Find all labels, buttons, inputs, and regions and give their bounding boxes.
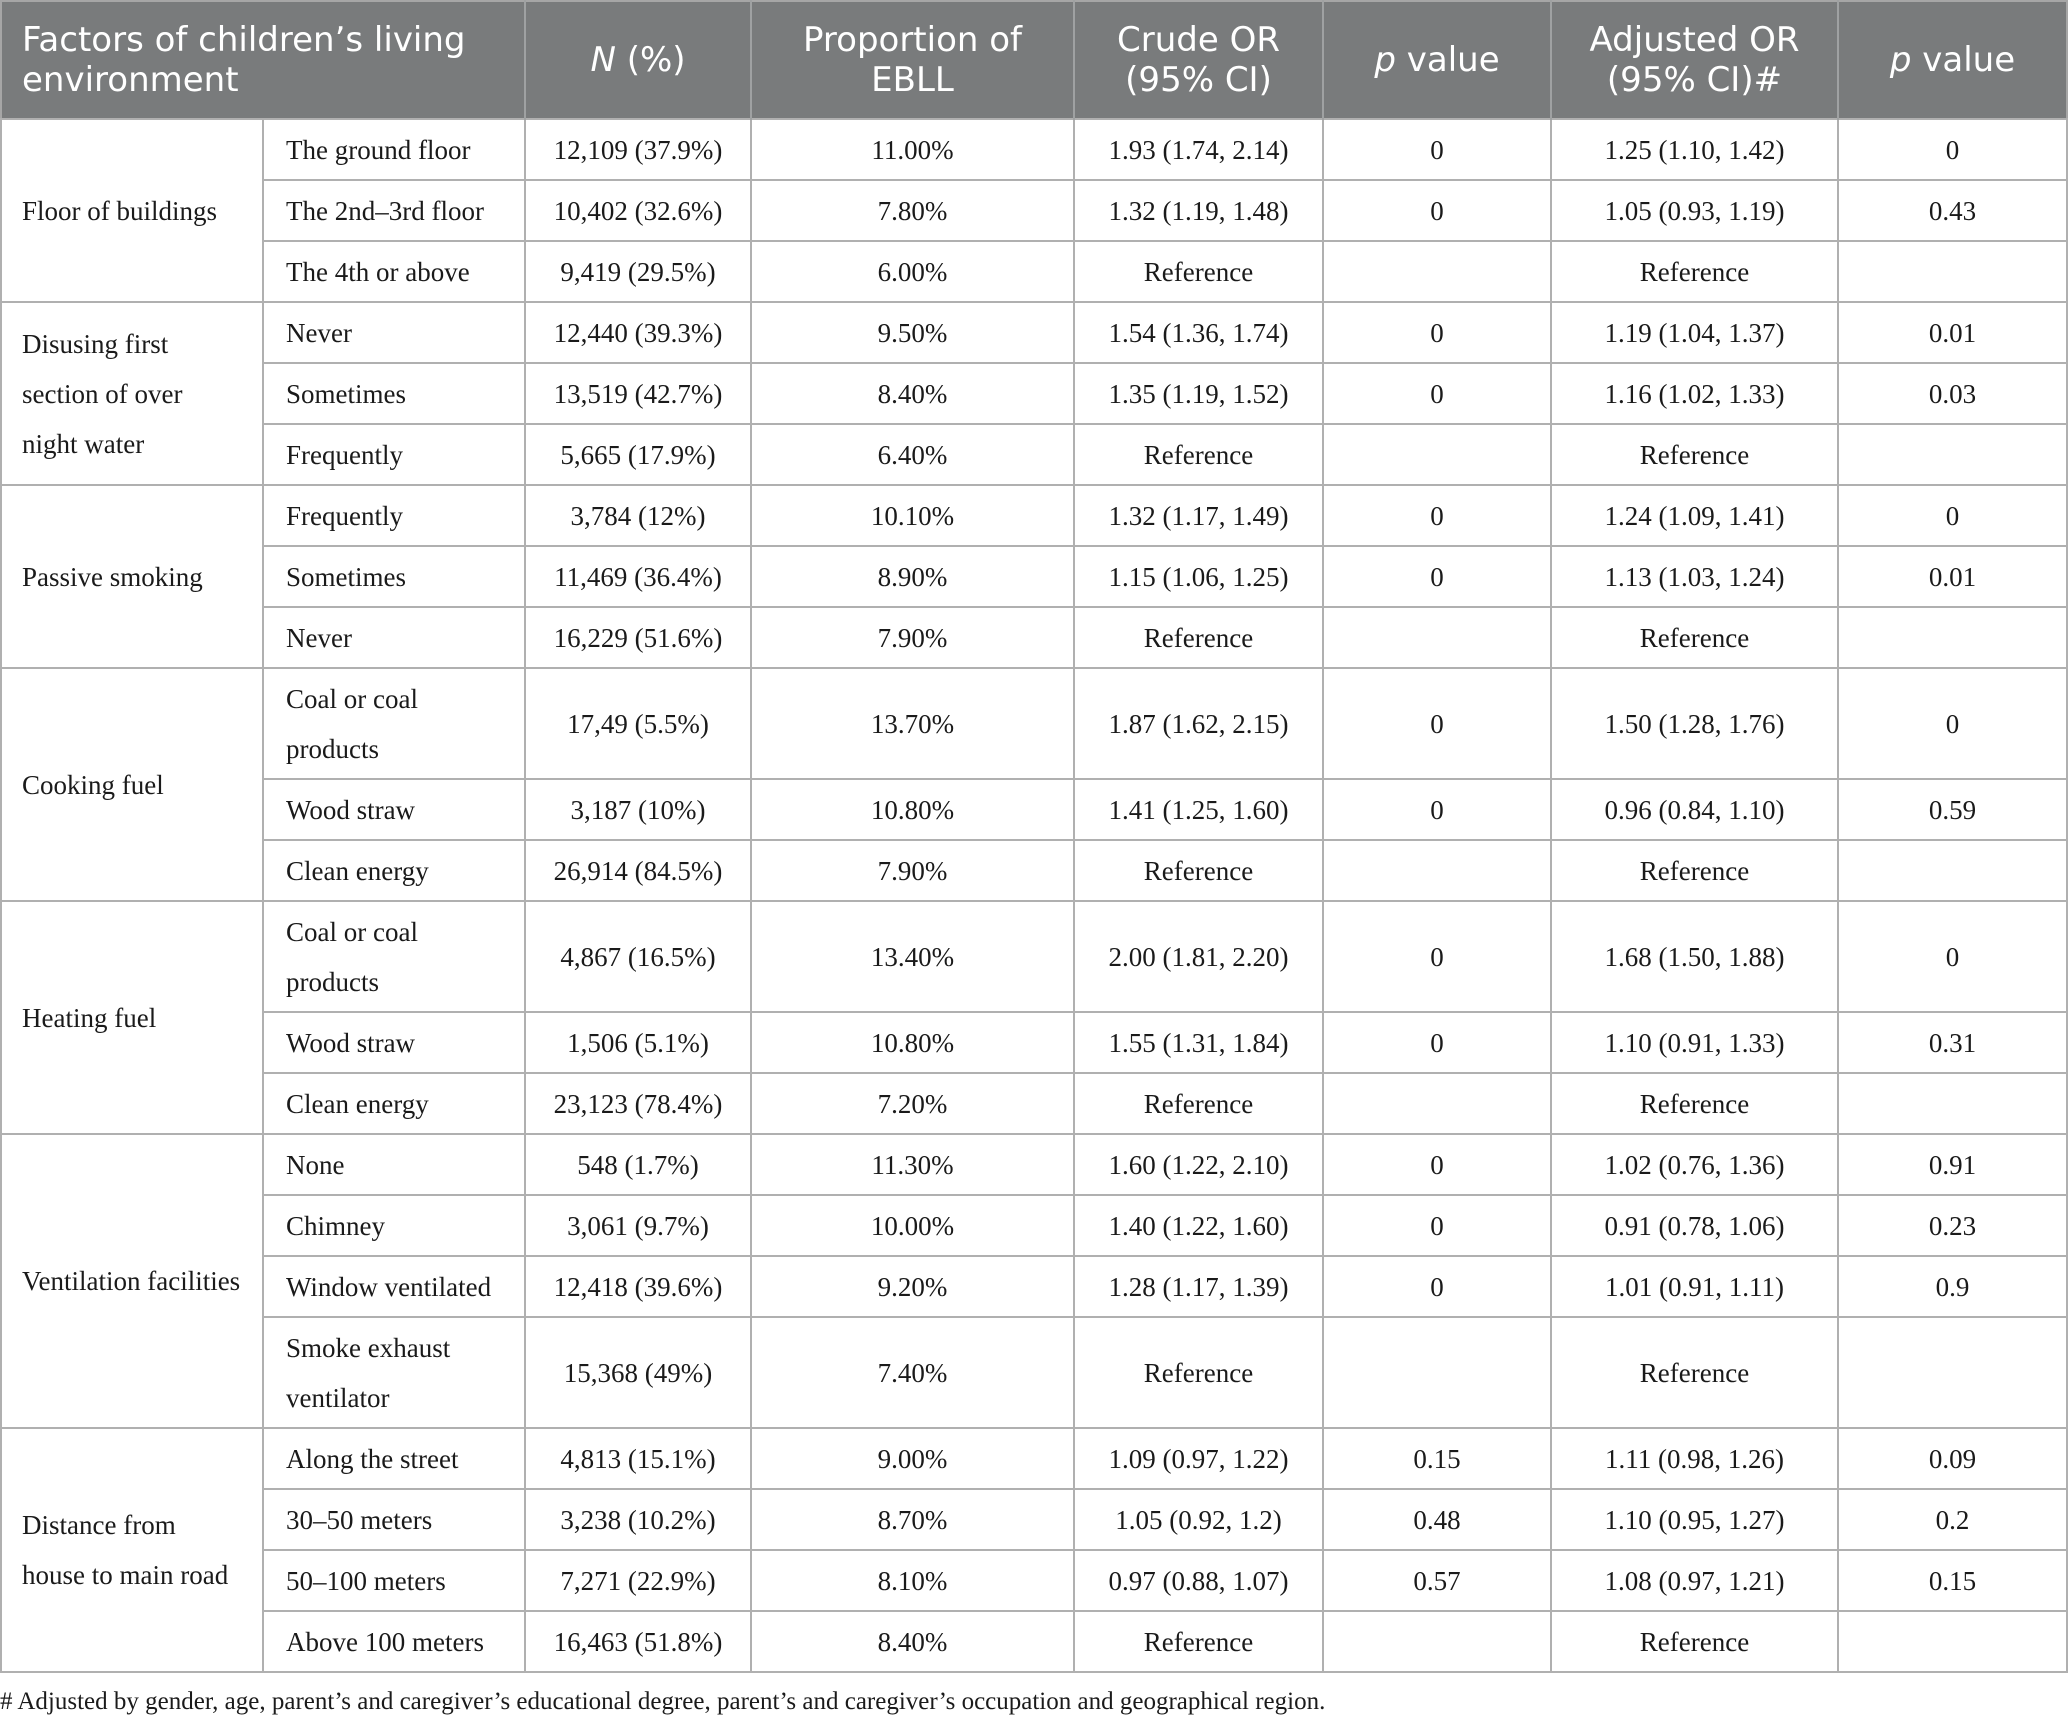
crude-or-cell: 1.32 (1.17, 1.49): [1074, 485, 1323, 546]
crude-or-cell: 1.41 (1.25, 1.60): [1074, 779, 1323, 840]
table-header: [1, 1, 2067, 119]
n-percent-cell: 7,271 (22.9%): [525, 1550, 751, 1611]
table-row: [1, 1195, 2067, 1256]
level-cell: Along the street: [263, 1428, 525, 1489]
n-percent-cell: 23,123 (78.4%): [525, 1073, 751, 1134]
header-proportion: Proportion of EBLL: [751, 1, 1074, 119]
p-value-crude-cell: 0.15: [1323, 1428, 1551, 1489]
crude-or-cell: Reference: [1074, 1611, 1323, 1672]
p-value-adjusted-cell: 0: [1838, 901, 2067, 1012]
proportion-cell: 7.20%: [751, 1073, 1074, 1134]
p-value-crude-cell: 0: [1323, 546, 1551, 607]
proportion-cell: 8.90%: [751, 546, 1074, 607]
adjusted-or-cell: 1.13 (1.03, 1.24): [1551, 546, 1838, 607]
level-cell: Coal or coal products: [263, 901, 525, 1012]
n-percent-cell: 12,440 (39.3%): [525, 302, 751, 363]
n-percent-cell: 1,506 (5.1%): [525, 1012, 751, 1073]
level-cell: None: [263, 1134, 525, 1195]
p-value-adjusted-cell: [1838, 1611, 2067, 1672]
p-value-adjusted-cell: 0.09: [1838, 1428, 2067, 1489]
header-crude-or: Crude OR (95% CI): [1074, 1, 1323, 119]
level-cell: Wood straw: [263, 779, 525, 840]
table-row: [1, 901, 2067, 1012]
p-value-crude-cell: 0: [1323, 1012, 1551, 1073]
adjusted-or-cell: Reference: [1551, 424, 1838, 485]
adjusted-or-cell: 1.02 (0.76, 1.36): [1551, 1134, 1838, 1195]
n-percent-cell: 4,813 (15.1%): [525, 1428, 751, 1489]
table-body: [1, 119, 2067, 1672]
adjusted-or-cell: 0.96 (0.84, 1.10): [1551, 779, 1838, 840]
level-cell: Chimney: [263, 1195, 525, 1256]
p-value-crude-cell: 0: [1323, 485, 1551, 546]
proportion-cell: 6.40%: [751, 424, 1074, 485]
p-value-crude-cell: [1323, 1611, 1551, 1672]
table-row: [1, 1012, 2067, 1073]
n-percent-cell: 16,229 (51.6%): [525, 607, 751, 668]
adjusted-or-cell: 1.19 (1.04, 1.37): [1551, 302, 1838, 363]
table-row: [1, 424, 2067, 485]
n-percent-cell: 10,402 (32.6%): [525, 180, 751, 241]
n-percent-cell: 16,463 (51.8%): [525, 1611, 751, 1672]
n-percent-cell: 4,867 (16.5%): [525, 901, 751, 1012]
p-value-adjusted-cell: 0.23: [1838, 1195, 2067, 1256]
n-percent-cell: 11,469 (36.4%): [525, 546, 751, 607]
level-cell: Frequently: [263, 485, 525, 546]
adjusted-or-cell: Reference: [1551, 1317, 1838, 1428]
n-percent-cell: 17,49 (5.5%): [525, 668, 751, 779]
header-factor: Factors of children’s living environment: [1, 1, 525, 119]
proportion-cell: 7.90%: [751, 840, 1074, 901]
adjusted-or-cell: 1.24 (1.09, 1.41): [1551, 485, 1838, 546]
adjusted-or-cell: 1.10 (0.91, 1.33): [1551, 1012, 1838, 1073]
p-value-crude-cell: 0: [1323, 363, 1551, 424]
proportion-cell: 11.30%: [751, 1134, 1074, 1195]
factor-cell: Ventilation facilities: [1, 1134, 263, 1428]
crude-or-cell: 1.35 (1.19, 1.52): [1074, 363, 1323, 424]
adjusted-or-cell: 1.01 (0.91, 1.11): [1551, 1256, 1838, 1317]
n-percent-cell: 12,109 (37.9%): [525, 119, 751, 180]
proportion-cell: 8.10%: [751, 1550, 1074, 1611]
crude-or-cell: Reference: [1074, 1317, 1323, 1428]
p-value-crude-cell: [1323, 1317, 1551, 1428]
factor-cell: Floor of buildings: [1, 119, 263, 302]
crude-or-cell: Reference: [1074, 241, 1323, 302]
crude-or-cell: 1.55 (1.31, 1.84): [1074, 1012, 1323, 1073]
table-row: [1, 1428, 2067, 1489]
table-row: [1, 1073, 2067, 1134]
proportion-cell: 10.80%: [751, 1012, 1074, 1073]
table-row: [1, 485, 2067, 546]
p-value-adjusted-cell: [1838, 607, 2067, 668]
factor-cell: Cooking fuel: [1, 668, 263, 901]
p-value-adjusted-cell: 0.2: [1838, 1489, 2067, 1550]
crude-or-cell: 1.15 (1.06, 1.25): [1074, 546, 1323, 607]
header-p1-rest: value: [1395, 40, 1500, 80]
adjusted-or-cell: 1.11 (0.98, 1.26): [1551, 1428, 1838, 1489]
adjusted-or-cell: 0.91 (0.78, 1.06): [1551, 1195, 1838, 1256]
header-adjusted-or: Adjusted OR (95% CI)#: [1551, 1, 1838, 119]
p-value-adjusted-cell: 0.43: [1838, 180, 2067, 241]
p-value-crude-cell: 0: [1323, 180, 1551, 241]
table-row: [1, 668, 2067, 779]
table-row: [1, 1256, 2067, 1317]
n-percent-cell: 3,784 (12%): [525, 485, 751, 546]
level-cell: Smoke exhaust ventilator: [263, 1317, 525, 1428]
table-row: [1, 302, 2067, 363]
adjusted-or-cell: 1.25 (1.10, 1.42): [1551, 119, 1838, 180]
n-percent-cell: 9,419 (29.5%): [525, 241, 751, 302]
n-percent-cell: 13,519 (42.7%): [525, 363, 751, 424]
level-cell: Clean energy: [263, 1073, 525, 1134]
n-percent-cell: 26,914 (84.5%): [525, 840, 751, 901]
adjusted-or-cell: 1.50 (1.28, 1.76): [1551, 668, 1838, 779]
table-row: [1, 363, 2067, 424]
p-value-crude-cell: 0: [1323, 901, 1551, 1012]
proportion-cell: 6.00%: [751, 241, 1074, 302]
p-value-crude-cell: [1323, 1073, 1551, 1134]
level-cell: Above 100 meters: [263, 1611, 525, 1672]
table-row: [1, 607, 2067, 668]
crude-or-cell: Reference: [1074, 607, 1323, 668]
level-cell: The 2nd–3rd floor: [263, 180, 525, 241]
table-row: [1, 1489, 2067, 1550]
adjusted-or-cell: 1.68 (1.50, 1.88): [1551, 901, 1838, 1012]
p-value-adjusted-cell: [1838, 424, 2067, 485]
proportion-cell: 10.10%: [751, 485, 1074, 546]
crude-or-cell: 1.87 (1.62, 2.15): [1074, 668, 1323, 779]
adjusted-or-cell: Reference: [1551, 607, 1838, 668]
table-row: [1, 1550, 2067, 1611]
level-cell: Frequently: [263, 424, 525, 485]
proportion-cell: 11.00%: [751, 119, 1074, 180]
p-value-crude-cell: [1323, 241, 1551, 302]
proportion-cell: 9.50%: [751, 302, 1074, 363]
header-n-percent: [525, 1, 751, 119]
p-value-crude-cell: 0: [1323, 1256, 1551, 1317]
n-percent-cell: 15,368 (49%): [525, 1317, 751, 1428]
proportion-cell: 7.80%: [751, 180, 1074, 241]
header-p-value-adjusted: [1838, 1, 2067, 119]
proportion-cell: 8.70%: [751, 1489, 1074, 1550]
header-p-value-crude: [1323, 1, 1551, 119]
proportion-cell: 13.40%: [751, 901, 1074, 1012]
factor-cell: Passive smoking: [1, 485, 263, 668]
p-value-crude-cell: 0.57: [1323, 1550, 1551, 1611]
p-value-crude-cell: 0: [1323, 1195, 1551, 1256]
adjusted-or-cell: Reference: [1551, 1073, 1838, 1134]
p-value-adjusted-cell: 0.01: [1838, 546, 2067, 607]
level-cell: Window ventilated: [263, 1256, 525, 1317]
p-value-crude-cell: [1323, 424, 1551, 485]
n-percent-cell: 3,061 (9.7%): [525, 1195, 751, 1256]
crude-or-cell: Reference: [1074, 840, 1323, 901]
proportion-cell: 10.80%: [751, 779, 1074, 840]
p-value-adjusted-cell: [1838, 1073, 2067, 1134]
table-row: [1, 119, 2067, 180]
header-p2-italic: p: [1889, 40, 1912, 80]
crude-or-cell: 1.32 (1.19, 1.48): [1074, 180, 1323, 241]
p-value-crude-cell: [1323, 607, 1551, 668]
crude-or-cell: Reference: [1074, 1073, 1323, 1134]
p-value-crude-cell: 0: [1323, 302, 1551, 363]
p-value-crude-cell: 0: [1323, 779, 1551, 840]
factor-cell: Heating fuel: [1, 901, 263, 1134]
crude-or-cell: 1.09 (0.97, 1.22): [1074, 1428, 1323, 1489]
adjusted-or-cell: Reference: [1551, 1611, 1838, 1672]
adjusted-or-cell: 1.16 (1.02, 1.33): [1551, 363, 1838, 424]
p-value-adjusted-cell: 0: [1838, 485, 2067, 546]
p-value-adjusted-cell: [1838, 241, 2067, 302]
table-row: [1, 840, 2067, 901]
crude-or-cell: 2.00 (1.81, 2.20): [1074, 901, 1323, 1012]
proportion-cell: 8.40%: [751, 1611, 1074, 1672]
p-value-adjusted-cell: 0.01: [1838, 302, 2067, 363]
n-percent-cell: 12,418 (39.6%): [525, 1256, 751, 1317]
p-value-adjusted-cell: 0.03: [1838, 363, 2067, 424]
p-value-crude-cell: 0.48: [1323, 1489, 1551, 1550]
crude-or-cell: 1.05 (0.92, 1.2): [1074, 1489, 1323, 1550]
level-cell: Sometimes: [263, 546, 525, 607]
p-value-crude-cell: 0: [1323, 1134, 1551, 1195]
p-value-crude-cell: [1323, 840, 1551, 901]
crude-or-cell: Reference: [1074, 424, 1323, 485]
p-value-adjusted-cell: 0: [1838, 119, 2067, 180]
header-n-rest: (%): [615, 40, 686, 80]
table-row: [1, 1317, 2067, 1428]
table-row: [1, 779, 2067, 840]
p-value-adjusted-cell: 0.91: [1838, 1134, 2067, 1195]
p-value-adjusted-cell: 0.9: [1838, 1256, 2067, 1317]
level-cell: Coal or coal products: [263, 668, 525, 779]
level-cell: 50–100 meters: [263, 1550, 525, 1611]
level-cell: Clean energy: [263, 840, 525, 901]
level-cell: The 4th or above: [263, 241, 525, 302]
table-footnote: # Adjusted by gender, age, parent’s and caregiver’s educational degree, parent’s and caregiver’s occupation and geographical region.: [0, 1688, 1326, 1715]
adjusted-or-cell: Reference: [1551, 241, 1838, 302]
proportion-cell: 7.90%: [751, 607, 1074, 668]
crude-or-cell: 1.93 (1.74, 2.14): [1074, 119, 1323, 180]
proportion-cell: 10.00%: [751, 1195, 1074, 1256]
n-percent-cell: 5,665 (17.9%): [525, 424, 751, 485]
n-percent-cell: 3,238 (10.2%): [525, 1489, 751, 1550]
factor-cell: Distance from house to main road: [1, 1428, 263, 1672]
crude-or-cell: 1.54 (1.36, 1.74): [1074, 302, 1323, 363]
p-value-adjusted-cell: [1838, 1317, 2067, 1428]
header-n-italic: N: [590, 40, 616, 80]
adjusted-or-cell: 1.05 (0.93, 1.19): [1551, 180, 1838, 241]
table-row: [1, 1611, 2067, 1672]
table-row: [1, 241, 2067, 302]
p-value-crude-cell: 0: [1323, 668, 1551, 779]
p-value-adjusted-cell: [1838, 840, 2067, 901]
level-cell: Never: [263, 302, 525, 363]
p-value-adjusted-cell: 0.59: [1838, 779, 2067, 840]
table-row: [1, 180, 2067, 241]
crude-or-cell: 0.97 (0.88, 1.07): [1074, 1550, 1323, 1611]
crude-or-cell: 1.40 (1.22, 1.60): [1074, 1195, 1323, 1256]
crude-or-cell: 1.60 (1.22, 2.10): [1074, 1134, 1323, 1195]
p-value-adjusted-cell: 0.15: [1838, 1550, 2067, 1611]
p-value-adjusted-cell: 0: [1838, 668, 2067, 779]
adjusted-or-cell: 1.10 (0.95, 1.27): [1551, 1489, 1838, 1550]
adjusted-or-cell: Reference: [1551, 840, 1838, 901]
level-cell: Wood straw: [263, 1012, 525, 1073]
table-row: [1, 546, 2067, 607]
level-cell: 30–50 meters: [263, 1489, 525, 1550]
proportion-cell: 7.40%: [751, 1317, 1074, 1428]
proportion-cell: 9.00%: [751, 1428, 1074, 1489]
p-value-crude-cell: 0: [1323, 119, 1551, 180]
level-cell: Never: [263, 607, 525, 668]
proportion-cell: 13.70%: [751, 668, 1074, 779]
header-p1-italic: p: [1374, 40, 1396, 80]
proportion-cell: 8.40%: [751, 363, 1074, 424]
factor-cell: Disusing first section of over night water: [1, 302, 263, 485]
adjusted-or-cell: 1.08 (0.97, 1.21): [1551, 1550, 1838, 1611]
table-row: [1, 1134, 2067, 1195]
n-percent-cell: 548 (1.7%): [525, 1134, 751, 1195]
crude-or-cell: 1.28 (1.17, 1.39): [1074, 1256, 1323, 1317]
proportion-cell: 9.20%: [751, 1256, 1074, 1317]
n-percent-cell: 3,187 (10%): [525, 779, 751, 840]
p-value-adjusted-cell: 0.31: [1838, 1012, 2067, 1073]
level-cell: Sometimes: [263, 363, 525, 424]
level-cell: The ground floor: [263, 119, 525, 180]
header-p2-rest: value: [1911, 40, 2016, 80]
